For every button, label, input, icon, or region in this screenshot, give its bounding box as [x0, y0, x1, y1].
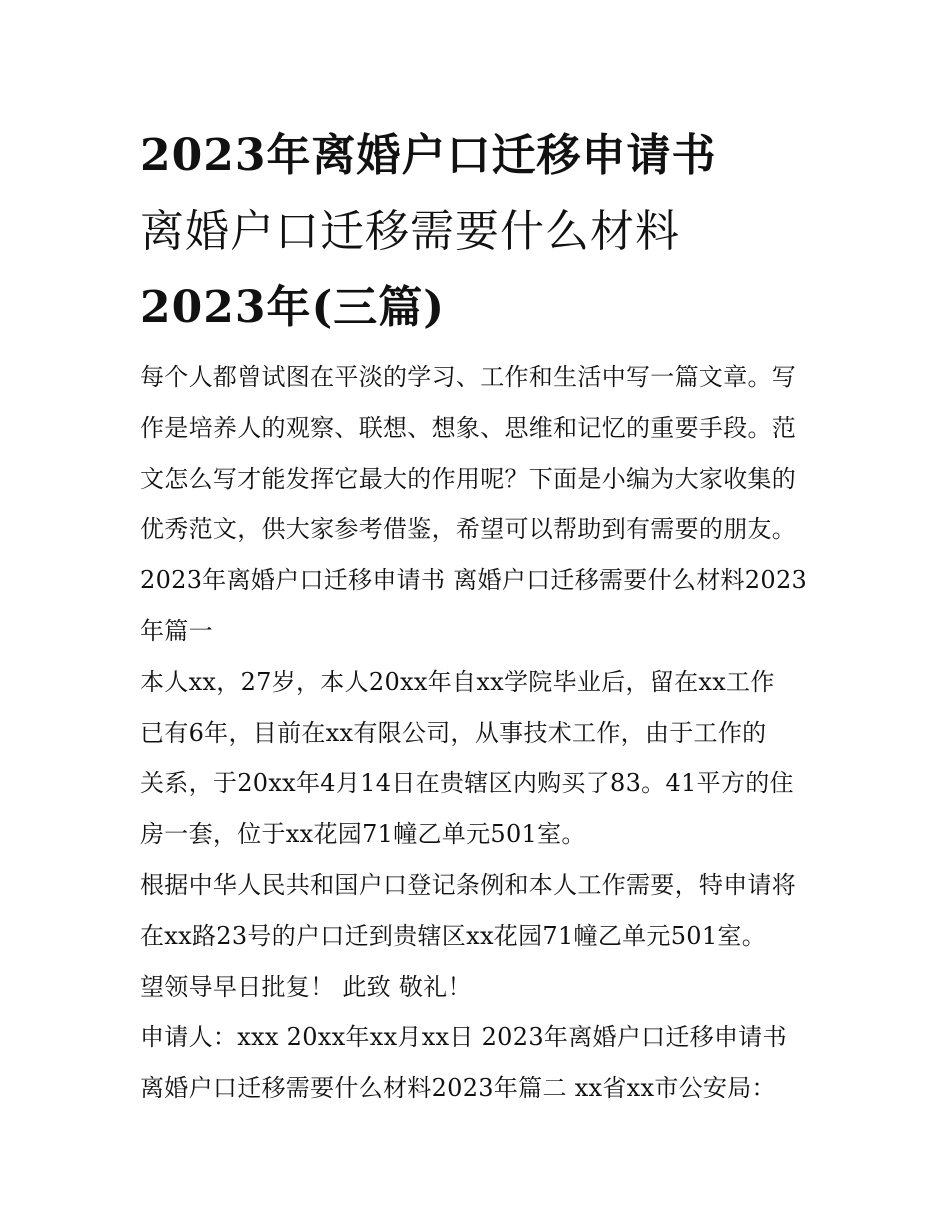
- body-line-12: 在xx路23号的户口迁到贵辖区xx花园71幢乙单元501室。: [140, 921, 767, 950]
- body-line-15: 离婚户口迁移需要什么材料2023年篇二 xx省xx市公安局：: [140, 1074, 776, 1103]
- body-line-11: 根据中华人民共和国户口登记条例和本人工作需要，特申请将: [140, 870, 797, 899]
- body-line-4: 优秀范文，供大家参考借鉴，希望可以帮助到有需要的朋友。: [140, 515, 797, 544]
- title-line-1: 2023年离婚户口迁移申请书: [140, 130, 717, 181]
- document-title: [140, 118, 820, 346]
- title-line-2: 离婚户口迁移需要什么材料: [140, 206, 680, 257]
- body-line-10: 房一套，位于xx花园71幢乙单元501室。: [140, 820, 586, 849]
- body-line-9: 关系，于20xx年4月14日在贵辖区内购买了83。41平方的住: [140, 769, 794, 798]
- document-page: [140, 118, 820, 1114]
- body-line-2: 作是培养人的观察、联想、想象、思维和记忆的重要手段。范: [140, 413, 797, 442]
- document-body: [140, 352, 820, 1114]
- body-line-1: 每个人都曾试图在平淡的学习、工作和生活中写一篇文章。写: [140, 363, 797, 391]
- body-line-7: 本人xx，27岁，本人20xx年自xx学院毕业后，留在xx工作: [140, 667, 775, 696]
- body-line-5: 2023年离婚户口迁移申请书 离婚户口迁移需要什么材料2023: [140, 566, 808, 595]
- body-line-6: 年篇一: [140, 616, 213, 645]
- body-line-13: 望领导早日批复！ 此致 敬礼！: [140, 972, 472, 1001]
- body-line-3: 文怎么写才能发挥它最大的作用呢？下面是小编为大家收集的: [140, 464, 797, 493]
- body-line-14: 申请人：xxx 20xx年xx月xx日 2023年离婚户口迁移申请书: [140, 1023, 787, 1052]
- body-line-8: 已有6年，目前在xx有限公司，从事技术工作，由于工作的: [140, 718, 767, 747]
- title-line-3: 2023年(三篇): [140, 282, 446, 333]
